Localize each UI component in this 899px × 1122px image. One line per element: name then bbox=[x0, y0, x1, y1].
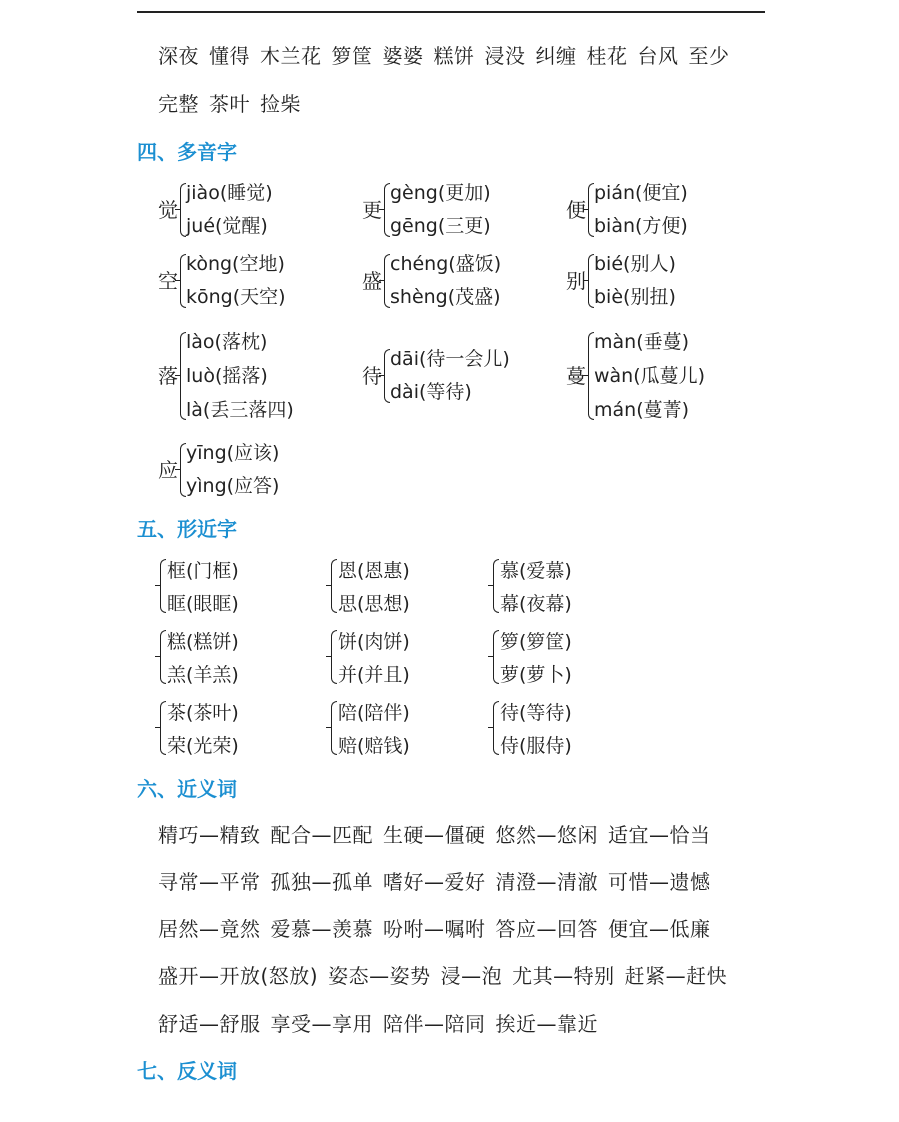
synonym-pair: 可惜—遗憾 bbox=[608, 870, 711, 894]
word: 浸没 bbox=[484, 44, 526, 68]
synonym-pair: 吩咐—嘱咐 bbox=[383, 917, 486, 941]
word: 捡柴 bbox=[260, 92, 301, 116]
reading: kòng(空地) bbox=[186, 253, 285, 275]
synonym-pair: 姿态—姿势 bbox=[328, 964, 431, 988]
brace bbox=[493, 630, 499, 684]
similar-char-entry: 框(门框) bbox=[167, 560, 239, 582]
synonym-pair: 孤独—孤单 bbox=[270, 870, 373, 894]
reading: yīng(应该) bbox=[186, 442, 280, 464]
brace bbox=[331, 701, 337, 755]
reading: wàn(瓜蔓儿) bbox=[594, 365, 706, 387]
similar-char-entry: 赔(赔钱) bbox=[338, 735, 410, 757]
polyphonic-char: 更 bbox=[362, 198, 382, 222]
synonym-pair: 嗜好—爱好 bbox=[383, 870, 486, 894]
top-rule bbox=[137, 11, 765, 13]
polyphonic-char: 空 bbox=[158, 269, 178, 293]
reading: dài(等待) bbox=[390, 381, 472, 403]
word: 桂花 bbox=[586, 44, 628, 68]
similar-char-entry: 待(等待) bbox=[500, 702, 572, 724]
word: 木兰花 bbox=[260, 44, 322, 68]
word: 纠缠 bbox=[535, 44, 577, 68]
synonym-pair: 居然—竟然 bbox=[158, 917, 261, 941]
similar-char-entry: 羔(羊羔) bbox=[167, 664, 239, 686]
synonym-line bbox=[158, 867, 721, 897]
word: 台风 bbox=[637, 44, 679, 68]
synonym-pair: 清澄—清澈 bbox=[495, 870, 598, 894]
reading: chéng(盛饭) bbox=[390, 253, 502, 275]
brace bbox=[331, 630, 337, 684]
reading: yìng(应答) bbox=[186, 475, 280, 497]
reading: lào(落枕) bbox=[186, 331, 268, 353]
synonym-pair: 浸—泡 bbox=[440, 964, 503, 988]
word: 完整 bbox=[158, 92, 199, 116]
synonym-pair: 精巧—精致 bbox=[158, 823, 261, 847]
brace bbox=[160, 559, 166, 613]
synonym-pair: 悠然—悠闲 bbox=[495, 823, 598, 847]
reading: shèng(茂盛) bbox=[390, 286, 501, 308]
synonym-pair: 寻常—平常 bbox=[158, 870, 261, 894]
polyphonic-char: 待 bbox=[362, 364, 382, 388]
reading: kōng(天空) bbox=[186, 286, 286, 308]
synonym-pair: 适宜—恰当 bbox=[608, 823, 711, 847]
synonym-line bbox=[158, 1009, 608, 1039]
similar-char-entry: 思(思想) bbox=[338, 593, 410, 615]
word: 茶叶 bbox=[209, 92, 250, 116]
polyphonic-char: 盛 bbox=[362, 269, 382, 293]
synonym-pair: 陪伴—陪同 bbox=[383, 1012, 486, 1036]
similar-char-entry: 箩(箩筐) bbox=[500, 631, 572, 653]
brace bbox=[493, 701, 499, 755]
reading: là(丢三落四) bbox=[186, 399, 294, 421]
polyphonic-char: 落 bbox=[158, 364, 178, 388]
similar-char-entry: 幕(夜幕) bbox=[500, 593, 572, 615]
reading: mán(蔓菁) bbox=[594, 399, 690, 421]
polyphonic-char: 觉 bbox=[158, 198, 178, 222]
word: 深夜 bbox=[158, 44, 199, 68]
synonym-pair: 答应—回答 bbox=[495, 917, 598, 941]
reading: pián(便宜) bbox=[594, 182, 688, 204]
reading: gèng(更加) bbox=[390, 182, 491, 204]
reading: jiào(睡觉) bbox=[186, 182, 273, 204]
synonym-pair: 赶紧—赶快 bbox=[624, 964, 728, 988]
similar-char-entry: 饼(肉饼) bbox=[338, 631, 410, 653]
word: 糕饼 bbox=[433, 44, 475, 68]
similar-char-entry: 侍(服侍) bbox=[500, 735, 572, 757]
similar-char-entry: 荣(光荣) bbox=[167, 735, 239, 757]
similar-char-entry: 慕(爱慕) bbox=[500, 560, 572, 582]
word: 至少 bbox=[688, 44, 730, 68]
word: 婆婆 bbox=[382, 44, 424, 68]
reading: luò(摇落) bbox=[186, 365, 268, 387]
synonym-line bbox=[158, 961, 737, 991]
synonym-line bbox=[158, 820, 721, 850]
synonym-pair: 便宜—低廉 bbox=[608, 917, 711, 941]
similar-char-entry: 眶(眼眶) bbox=[167, 593, 239, 615]
section-title-polyphonic: 四、多音字 bbox=[137, 140, 237, 164]
synonym-pair: 挨近—靠近 bbox=[495, 1012, 598, 1036]
word: 懂得 bbox=[209, 44, 250, 68]
word: 箩筐 bbox=[331, 44, 373, 68]
polyphonic-char: 便 bbox=[566, 198, 586, 222]
section-title-similar-chars: 五、形近字 bbox=[137, 517, 237, 541]
polyphonic-char: 别 bbox=[566, 269, 586, 293]
brace bbox=[160, 701, 166, 755]
word-list-line-1 bbox=[158, 41, 740, 71]
similar-char-entry: 并(并且) bbox=[338, 664, 410, 686]
synonym-line bbox=[158, 914, 721, 944]
polyphonic-char: 应 bbox=[158, 458, 178, 482]
similar-char-entry: 茶(茶叶) bbox=[167, 702, 239, 724]
polyphonic-char: 蔓 bbox=[566, 364, 586, 388]
synonym-pair: 舒适—舒服 bbox=[158, 1012, 261, 1036]
word-list-line-2 bbox=[158, 89, 311, 119]
synonym-pair: 配合—匹配 bbox=[270, 823, 373, 847]
brace bbox=[331, 559, 337, 613]
reading: dāi(待一会儿) bbox=[390, 348, 510, 370]
reading: gēng(三更) bbox=[390, 215, 491, 237]
reading: màn(垂蔓) bbox=[594, 331, 690, 353]
reading: biè(别扭) bbox=[594, 286, 676, 308]
reading: biàn(方便) bbox=[594, 215, 688, 237]
reading: jué(觉醒) bbox=[186, 215, 268, 237]
section-title-synonyms: 六、近义词 bbox=[137, 777, 237, 801]
similar-char-entry: 陪(陪伴) bbox=[338, 702, 410, 724]
reading: bié(别人) bbox=[594, 253, 676, 275]
synonym-pair: 尤其—特别 bbox=[512, 964, 615, 988]
synonym-pair: 享受—享用 bbox=[270, 1012, 373, 1036]
similar-char-entry: 萝(萝卜) bbox=[500, 664, 572, 686]
brace bbox=[160, 630, 166, 684]
synonym-pair: 盛开—开放(怒放) bbox=[158, 964, 319, 988]
synonym-pair: 生硬—僵硬 bbox=[383, 823, 486, 847]
section-title-antonyms: 七、反义词 bbox=[137, 1059, 237, 1083]
similar-char-entry: 恩(恩惠) bbox=[338, 560, 410, 582]
synonym-pair: 爱慕—羡慕 bbox=[270, 917, 373, 941]
similar-char-entry: 糕(糕饼) bbox=[167, 631, 239, 653]
brace bbox=[493, 559, 499, 613]
